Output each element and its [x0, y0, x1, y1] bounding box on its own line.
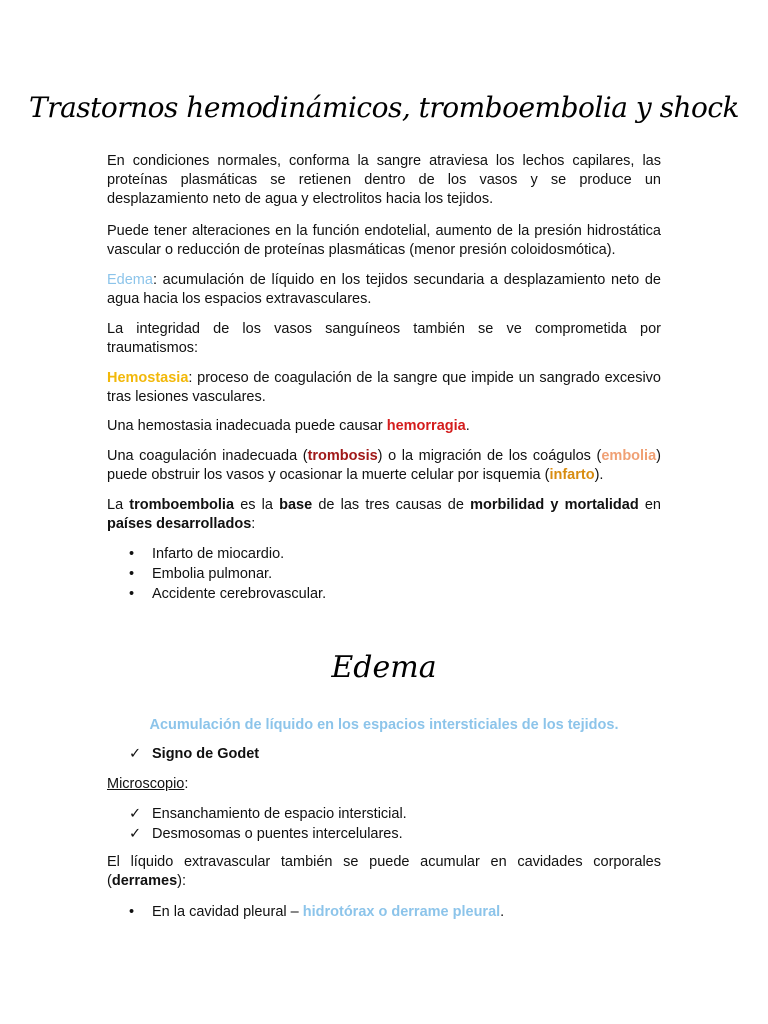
list-item: ✓ Ensanchamiento de espacio intersticial.: [129, 806, 407, 822]
list-item: ✓ Desmosomas o puentes intercelulares.: [129, 826, 403, 842]
term-embolia: embolia: [601, 448, 657, 464]
causes-list: [107, 545, 661, 605]
list-item: • Infarto de miocardio.: [129, 546, 285, 562]
paragraph-alterations: Puede tener alteraciones en la función endotelial, aumento de la presión hidrostática vascular o reducción de proteínas plasmáticas (menor presión coloidosmótica).: [107, 223, 661, 258]
microscopio-label: Microscopio:: [107, 776, 189, 792]
checkmark-icon: ✓: [129, 806, 142, 822]
paragraph-tromboembolia: La tromboembolia es la base de las tres causas de morbilidad y mortalidad en países desarrollados:: [107, 497, 661, 532]
term-trombosis: trombosis: [307, 448, 378, 464]
term-edema: Edema: [107, 272, 153, 288]
bullet-icon: •: [129, 904, 135, 920]
paragraph-hemostasia-def: Hemostasia: proceso de coagulación de la sangre que impide un sangrado excesivo tras lesiones vasculares.: [107, 370, 661, 405]
list-item: • Embolia pulmonar.: [129, 566, 273, 582]
list-item: ✓ Signo de Godet: [129, 746, 260, 762]
checkmark-icon: ✓: [129, 746, 142, 762]
term-hemorragia: hemorragia: [386, 418, 466, 434]
bullet-icon: •: [129, 586, 135, 602]
edema-subtitle: Acumulación de líquido en los espacios intersticiales de los tejidos.: [149, 717, 619, 733]
checkmark-icon: ✓: [129, 826, 142, 842]
document-title: Trastornos hemodinámicos, tromboembolia y shock: [29, 91, 739, 124]
bullet-icon: •: [129, 546, 135, 562]
pleural-list: [107, 903, 661, 923]
paragraph-normal-conditions: En condiciones normales, conforma la sangre atraviesa los lechos capilares, las proteínas plasmáticas se retienen dentro de los vasos y se produce un desplazamiento neto de agua y electrolitos hacia los tejidos.: [107, 153, 661, 207]
bullet-icon: •: [129, 566, 135, 582]
term-hidrotorax: hidrotórax o derrame pleural: [302, 904, 501, 920]
list-item: • En la cavidad pleural – hidrotórax o derrame pleural.: [129, 904, 505, 920]
term-infarto: infarto: [549, 467, 595, 483]
paragraph-coagulacion: Una coagulación inadecuada (trombosis) o la migración de los coágulos (embolia) puede obstruir los vasos y ocasionar la muerte celular por isquemia (infarto).: [107, 448, 661, 483]
godet-list: [107, 745, 661, 765]
paragraph-edema-def: Edema: acumulación de líquido en los tejidos secundaria a desplazamiento neto de agua hacia los espacios extravasculares.: [107, 272, 661, 307]
section-title-edema: Edema: [331, 650, 437, 685]
paragraph-integrity: La integridad de los vasos sanguíneos también se ve comprometida por traumatismos:: [107, 321, 661, 356]
term-hemostasia: Hemostasia: [107, 370, 189, 386]
microscopio-list: [107, 805, 661, 845]
paragraph-hemorragia: Una hemostasia inadecuada puede causar hemorragia.: [107, 418, 470, 434]
paragraph-derrames: El líquido extravascular también se puede acumular en cavidades corporales (derrames):: [107, 854, 661, 889]
list-item: • Accidente cerebrovascular.: [129, 586, 327, 602]
